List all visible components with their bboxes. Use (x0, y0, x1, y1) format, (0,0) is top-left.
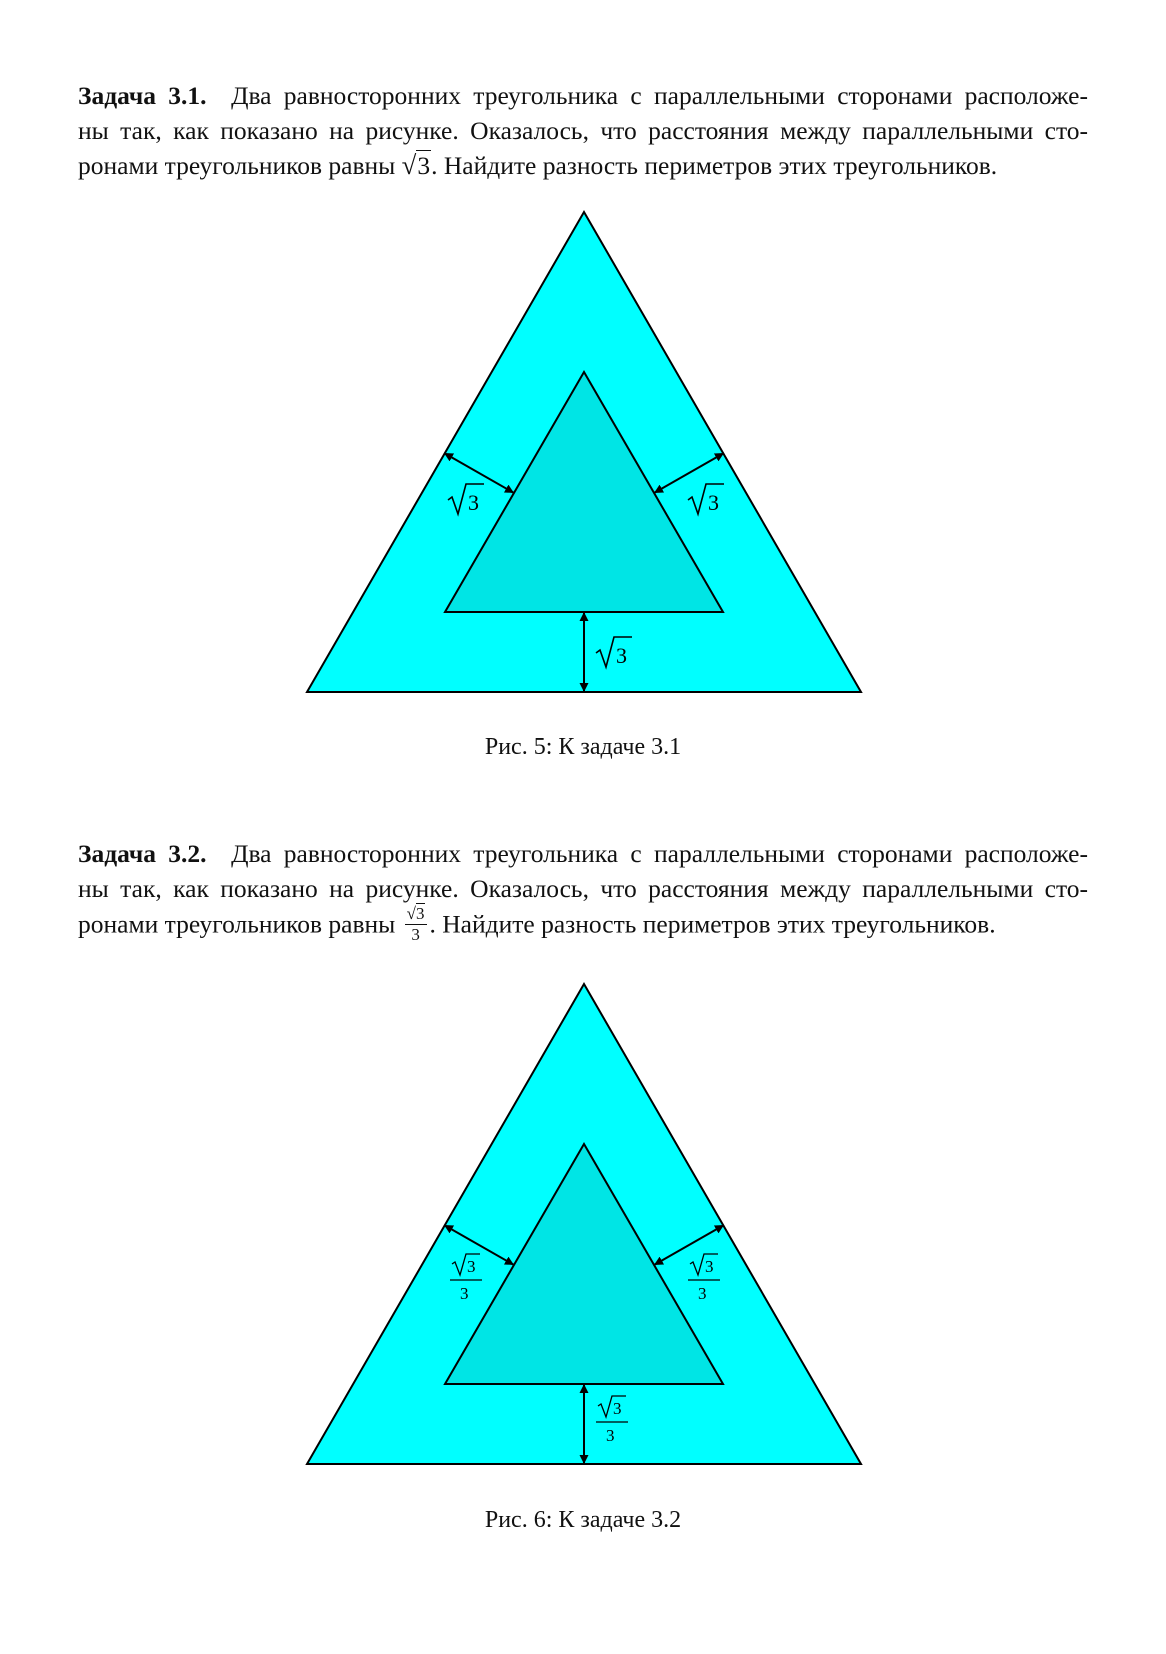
svg-text:3: 3 (606, 1426, 615, 1445)
figure-6 (0, 972, 1166, 1502)
svg-text:3: 3 (468, 490, 479, 515)
problem-3-2-line-3-end: . Найдите разность периметров этих треугольников. (429, 909, 996, 939)
problem-3-2-label: Задача 3.2. (78, 839, 207, 868)
problem-3-1-label: Задача 3.1. (78, 81, 207, 110)
problem-3-2-text (78, 836, 1088, 947)
svg-text:3: 3 (460, 1284, 469, 1303)
sqrt-value: √3 (401, 150, 431, 180)
svg-text:3: 3 (616, 643, 627, 668)
svg-text:3: 3 (708, 490, 719, 515)
problem-3-2-line-3: ронами треугольников равны (78, 909, 396, 939)
figure-5 (0, 200, 1166, 730)
problem-3-2-line-1: Два равносторонних треугольника с параллельными сторонами расположе- (231, 839, 1088, 868)
problem-3-1-line-2: ны так, как показано на рисунке. Оказалось, что расстояния между параллельными сто- (78, 116, 1088, 145)
svg-text:3: 3 (467, 1257, 476, 1276)
problem-3-1-line-3-end: . Найдите разность периметров этих треугольников. (431, 151, 998, 180)
figure-5-caption: Рис. 5: К задаче 3.1 (484, 734, 682, 760)
svg-text:3: 3 (613, 1399, 622, 1418)
svg-text:3: 3 (698, 1284, 707, 1303)
problem-3-1-line-3: ронами треугольников равны (78, 151, 396, 180)
figure-6-caption: Рис. 6: К задаче 3.2 (484, 1507, 682, 1533)
problem-3-2-line-2: ны так, как показано на рисунке. Оказалось, что расстояния между параллельными сто- (78, 874, 1088, 903)
svg-text:3: 3 (705, 1257, 714, 1276)
problem-3-1-text (78, 78, 1088, 183)
fraction-value: $\frac{√3}{3}$ (406, 904, 425, 944)
problem-3-1-line-1: Два равносторонних треугольника с параллельными сторонами расположе- (231, 81, 1088, 110)
